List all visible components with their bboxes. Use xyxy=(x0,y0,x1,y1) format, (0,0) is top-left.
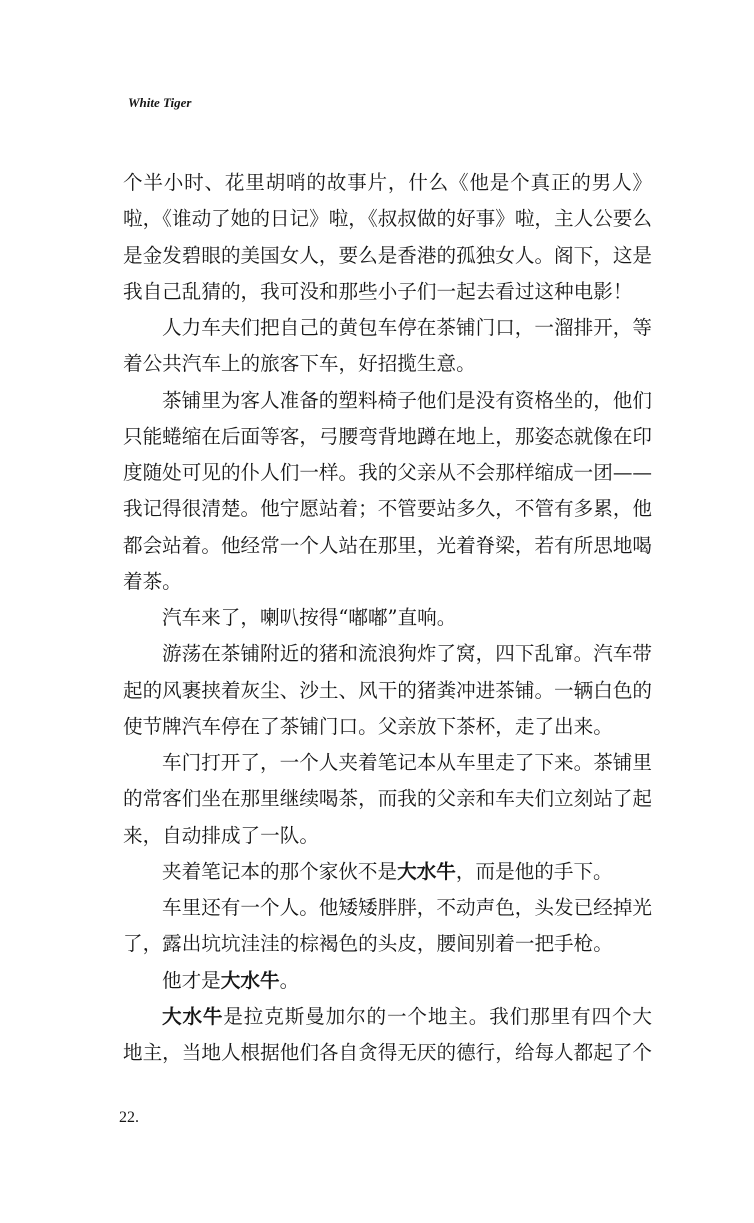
paragraph xyxy=(123,890,652,963)
paragraph xyxy=(123,745,652,854)
paragraph xyxy=(123,310,652,383)
line-text: 都会站着。他经常一个人站在那里，光着脊梁，若有所思地喝 xyxy=(123,533,652,557)
line-text xyxy=(162,1005,653,1028)
line-text: 茶铺里为客人准备的塑料椅子他们是没有资格坐的，他们 xyxy=(162,388,653,412)
text-line xyxy=(123,564,652,600)
line-text-segment: 是拉克斯曼加尔的一个地主。我们那里有四个大 xyxy=(223,1004,653,1028)
text-line xyxy=(123,636,652,672)
text-line xyxy=(123,528,652,564)
paragraph xyxy=(123,999,652,1072)
text-line xyxy=(123,201,652,237)
line-text: 游荡在茶铺附近的猪和流浪狗炸了窝，四下乱窜。汽车带 xyxy=(162,642,653,666)
line-text: 个半小时、花里胡哨的故事片，什么《他是个真正的男人》 xyxy=(123,171,653,194)
emphasized-name: 大水牛 xyxy=(220,968,280,992)
text-line xyxy=(123,745,652,781)
paragraph xyxy=(123,854,652,890)
paragraph xyxy=(123,600,652,636)
paragraph xyxy=(123,963,652,999)
line-text: 度随处可见的仆人们一样。我的父亲从不会那样缩成一团—— xyxy=(123,461,652,484)
line-text-segment: 他才是 xyxy=(162,968,221,992)
line-text: 的常客们坐在那里继续喝茶，而我的父亲和车夫们立刻站了起 xyxy=(123,787,652,811)
text-line xyxy=(123,310,652,346)
line-text: 只能蜷缩在后面等客，弓腰弯背地蹲在地上，那姿态就像在印 xyxy=(123,424,652,448)
text-line xyxy=(123,491,652,527)
emphasized-name: 大水牛 xyxy=(397,859,456,883)
text-line xyxy=(123,600,652,636)
text-line xyxy=(123,1035,652,1071)
paragraph xyxy=(123,636,652,745)
line-text xyxy=(162,860,613,883)
page-number: 22. xyxy=(119,1109,139,1126)
line-text-segment: ，而是他的手下。 xyxy=(455,859,613,883)
text-line xyxy=(123,383,652,419)
text-line xyxy=(123,854,652,890)
line-text: 汽车来了，喇叭按得“嘟嘟”直响。 xyxy=(162,606,457,629)
line-text: 啦，《谁动了她的日记》啦，《叔叔做的好事》啦，主人公要么 xyxy=(123,207,652,231)
line-text: 着公共汽车上的旅客下车，好招揽生意。 xyxy=(123,352,476,376)
line-text: 来，自动排成了一队。 xyxy=(123,823,319,847)
line-text: 人力车夫们把自己的黄包车停在茶铺门口，一溜排开，等 xyxy=(162,316,653,339)
text-line xyxy=(123,926,652,962)
line-text: 使节牌汽车停在了茶铺门口。父亲放下茶杯，走了出来。 xyxy=(123,714,613,738)
line-text: 着茶。 xyxy=(123,569,182,593)
text-line xyxy=(123,346,652,382)
paragraph xyxy=(123,383,652,601)
line-text: 车里还有一个人。他矮矮胖胖，不动声色，头发已经掉光 xyxy=(162,896,653,919)
paragraph xyxy=(123,165,652,310)
text-line xyxy=(123,419,652,455)
running-title: White Tiger xyxy=(128,95,192,110)
line-text-segment: 夹着笔记本的那个家伙不是 xyxy=(162,859,398,883)
text-line xyxy=(123,274,652,310)
line-text xyxy=(162,969,299,992)
line-text: 是金发碧眼的美国女人，要么是香港的孤独女人。阁下，这是 xyxy=(123,243,652,267)
text-line xyxy=(123,673,652,709)
body-text xyxy=(123,165,652,1071)
line-text-segment: 。 xyxy=(279,968,300,992)
text-line xyxy=(123,890,652,926)
emphasized-name: 大水牛 xyxy=(162,1004,224,1028)
line-text: 我自己乱猜的，我可没和那些小子们一起去看过这种电影！ xyxy=(123,279,633,303)
text-line xyxy=(123,999,652,1035)
text-line xyxy=(123,818,652,854)
text-line xyxy=(123,165,652,201)
line-text: 地主，当地人根据他们各自贪得无厌的德行，给每人都起了个 xyxy=(123,1041,652,1064)
line-text: 起的风裹挟着灰尘、沙土、风干的猪粪冲进茶铺。一辆白色的 xyxy=(123,678,652,702)
text-line xyxy=(123,963,652,999)
line-text: 车门打开了，一个人夹着笔记本从车里走了下来。茶铺里 xyxy=(162,751,653,774)
text-line xyxy=(123,238,652,274)
text-line xyxy=(123,781,652,817)
text-line xyxy=(123,455,652,491)
text-line xyxy=(123,709,652,745)
line-text: 我记得很清楚。他宁愿站着；不管要站多久，不管有多累，他 xyxy=(123,497,652,521)
line-text: 了，露出坑坑洼洼的棕褐色的头皮，腰间别着一把手枪。 xyxy=(123,932,613,956)
